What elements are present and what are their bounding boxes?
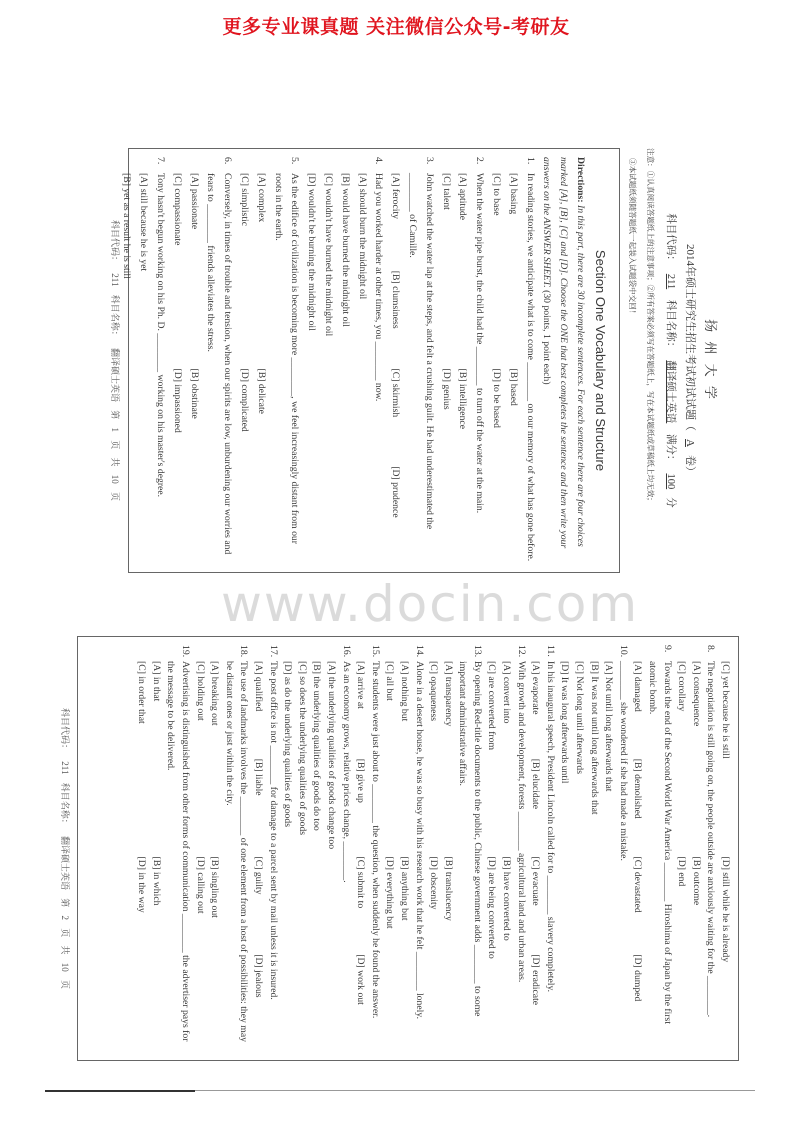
- answer-option: [C] compassionate: [171, 173, 183, 246]
- question-text: In his inaugural speech, President Lincoln called for to ________ slavery completely.: [544, 661, 556, 993]
- question-stem: [221, 645, 250, 1052]
- answer-options: [235, 157, 269, 564]
- answer-option: [D] It was long afterwards until: [559, 661, 571, 784]
- question: [557, 645, 630, 1052]
- question-box: [121, 148, 620, 573]
- answer-option: [B] would have burned the midnight oil: [339, 173, 351, 327]
- divider: [45, 1090, 195, 1092]
- answer-option: [C] skirmish: [390, 368, 402, 418]
- answer-option: [D] prudence: [390, 466, 402, 518]
- answer-option: [C] so does the underlying qualities of goods: [296, 661, 308, 836]
- answer-option: [C] opaqueness: [428, 661, 440, 721]
- question: [437, 157, 487, 564]
- answer-option: [D] impassioned: [171, 368, 183, 433]
- answer-option: [A] damaged: [632, 661, 644, 712]
- question: [382, 645, 426, 1052]
- question-stem: [163, 645, 192, 1052]
- answer-option: [A] in that: [150, 661, 162, 702]
- question-stem: [644, 645, 673, 1052]
- question-number: 5.: [289, 157, 301, 165]
- answer-options: [437, 157, 471, 564]
- question-stem: [151, 157, 168, 564]
- answer-option: [A] transparency: [442, 661, 454, 727]
- answer-option: [A] aptitude: [457, 173, 469, 221]
- question: [280, 645, 353, 1052]
- subject-line: [663, 148, 677, 573]
- question: [674, 645, 718, 1052]
- directions-points: (30 points, 1 point each): [541, 290, 553, 385]
- answer-option: [B] singling out: [209, 856, 221, 918]
- exam-page-1: [104, 148, 724, 573]
- question-text: With growth and development, forests ________ agricultural land and urban areas.: [515, 661, 527, 983]
- score-label: 满分：: [665, 433, 676, 466]
- question: [134, 645, 192, 1052]
- question-text: When the water pipe burst, the child had the ________ to turn off the water at the main.: [474, 173, 486, 514]
- question-text: John watched the water lap at the steps, and felt a crushing guilt. He had underestimated the ________ of Camille.: [407, 173, 435, 530]
- answer-option: [B] intelligence: [457, 368, 469, 430]
- question-text: Alone in a desert house, he was so busy with his research work that he felt ________ lonely.: [413, 661, 425, 1019]
- answer-option: [B] elucidate: [530, 758, 542, 810]
- answer-option: [B] obstinate: [188, 368, 200, 419]
- question-text: The students were just about to ________ the question, when suddenly he found the answer.: [369, 661, 381, 1019]
- answer-option: [B] have converted to: [501, 856, 513, 941]
- answer-option: [D] wouldn't be burning the midnight oil: [306, 173, 318, 331]
- full-score: 100: [665, 473, 676, 490]
- question-stem: [269, 157, 303, 564]
- answer-option: [A] qualified: [253, 661, 264, 712]
- question: [192, 645, 250, 1052]
- question-stem: [370, 157, 387, 564]
- answer-options: [118, 157, 152, 564]
- question-stem: [542, 645, 557, 1052]
- question-text: Had you worked harder at other times, you ________ now.: [373, 173, 385, 402]
- answer-option: [B] liable: [253, 758, 264, 796]
- answer-options: [487, 157, 521, 564]
- question-stem: [265, 645, 280, 1052]
- answer-option: [B] clumsiness: [390, 270, 402, 329]
- question-stem: [615, 645, 630, 1052]
- answer-option: [D] are being converted to: [486, 856, 498, 959]
- answer-option: [C] are converted from: [486, 661, 498, 751]
- notice-1: 注意：①认真阅读答题纸上的注意事项；②所有答案必须写在答题纸上，写在本试题纸或草稿纸上均无效；: [646, 148, 655, 505]
- answer-option: [B] in which: [150, 856, 162, 906]
- answer-option: [A] should burn the midnight oil: [356, 173, 368, 300]
- code-label: 科目代码：: [665, 213, 676, 266]
- answer-option: [C] evacuate: [530, 856, 542, 906]
- answer-option: [A] arrive at: [355, 661, 367, 709]
- question-list: [134, 645, 718, 1052]
- question-stem: [367, 645, 382, 1052]
- section-title: Section One Vocabulary and Structure: [593, 249, 608, 472]
- question: [487, 157, 537, 564]
- answer-option: [A] consequence: [690, 661, 702, 727]
- question-number: 2.: [474, 157, 486, 165]
- question-text: In reading stories, we anticipate what is to come ________ on our memory of what has gone before.: [524, 173, 536, 562]
- question: [528, 645, 557, 1052]
- question-number: 16.: [340, 645, 352, 658]
- paper-version: A: [684, 439, 696, 447]
- question-stem: [513, 645, 528, 1052]
- subject-code: 211: [665, 273, 676, 290]
- question-number: 17.: [267, 645, 279, 658]
- question-text: By opening Red-title documents to the public, Chinese government adds ________ to some important administrative affairs.: [457, 661, 483, 1017]
- exam-title-text: 2014年硕士研究生招生考试初试试题（: [684, 244, 696, 432]
- question-text: ________ she wondered if she had made a mistake.: [617, 661, 629, 861]
- answer-option: [B] outcome: [690, 856, 702, 906]
- notice-2: ③本试题纸须随答题纸一起装入试题袋中交回！: [628, 158, 637, 318]
- page-footer: 科目代码： 211 科目名称： 翻译硕士英语 第 2 页 共 10 页: [60, 708, 70, 989]
- answer-options: [250, 645, 265, 1052]
- answer-option: [C] in order that: [136, 661, 148, 724]
- answer-option: [C] wouldn't have burned the midnight oil: [323, 173, 335, 337]
- answer-options: [674, 645, 703, 1052]
- university-name: 扬 州 大 学: [703, 319, 718, 402]
- answer-option: [C] simplistic: [239, 173, 251, 227]
- answer-options: [484, 645, 513, 1052]
- answer-option: [D] complicated: [239, 368, 251, 432]
- name-label: 科目名称：: [665, 299, 676, 353]
- answer-option: [B] demolished: [632, 758, 644, 819]
- question-number: 15.: [369, 645, 381, 658]
- answer-option: [D] obscenity: [428, 856, 440, 910]
- question-text: As an economy grows, relative prices change, ________.: [340, 661, 352, 883]
- answer-option: [C] all but: [384, 661, 396, 701]
- question-stem: [202, 157, 236, 564]
- answer-option: [D] dumped: [632, 954, 644, 1002]
- question-stem: [338, 645, 353, 1052]
- question: [250, 645, 279, 1052]
- answer-options: [557, 645, 615, 1052]
- answer-option: [D] calling out: [194, 856, 206, 914]
- answer-option: [B] based: [507, 368, 519, 406]
- answer-options: [353, 645, 368, 1052]
- question: [235, 157, 302, 564]
- answer-option: [A] complex: [255, 173, 267, 223]
- answer-option: [A] convert into: [501, 661, 513, 724]
- answer-option: [A] the underlying qualities of goods change too: [325, 661, 337, 850]
- question-number: 6.: [222, 157, 234, 165]
- question-box: [77, 636, 739, 1061]
- question-text: Conversely, in times of trouble and tension, when our spirits are low, unburdening our worries and fears to ________ friends alleviates the stress.: [205, 173, 234, 555]
- question-text: As the edifice of civilization is becoming more ________, we feel increasingly distant from our roots in the earth.: [272, 173, 301, 544]
- answer-option: [A] nothing but: [398, 661, 410, 722]
- question-number: 14.: [413, 645, 425, 658]
- question: [302, 157, 386, 564]
- directions: [538, 157, 588, 564]
- answer-option: [D] eradicate: [530, 954, 542, 1006]
- answer-option: [A] Not until long afterwards that: [603, 661, 615, 792]
- question: [168, 157, 235, 564]
- answer-option: [D] as do the underlying qualities of goods: [282, 661, 294, 828]
- question-number: 12.: [515, 645, 527, 658]
- answer-option: [B] delicate: [255, 368, 267, 414]
- answer-option: [C] talent: [440, 173, 452, 210]
- answer-options: [630, 645, 645, 1052]
- question: [353, 645, 382, 1052]
- answer-option: [D] jealous: [253, 954, 264, 998]
- directions-text: In this part, there are 30 incomplete sentences. For each sentence there are four choices marked [A], [B], [C] and [D]. Choose the ONE that best completes the sentence and then write your answers on the ANSWER SHEET.: [541, 157, 586, 549]
- question-stem: [703, 645, 718, 1052]
- question-number: 9.: [661, 645, 673, 653]
- question: [118, 157, 168, 564]
- continued-options: [717, 645, 732, 1052]
- answer-option: [D] to be based: [491, 368, 503, 428]
- answer-options: [386, 157, 403, 564]
- answer-options: [134, 645, 163, 1052]
- answer-option: [D] everything but: [384, 856, 396, 929]
- question-stem: [470, 157, 487, 564]
- question-text: The post office is not ________ for damage to a parcel sent by mail unless it is insured.: [267, 661, 279, 1000]
- question: [386, 157, 436, 564]
- question: [484, 645, 528, 1052]
- question-text: Advertising is distinguished from other forms of communication ________ the advertiser pays for the message to be delivered.: [165, 661, 192, 1042]
- question-number: 4.: [373, 157, 385, 165]
- question-number: 18.: [238, 645, 250, 658]
- score-unit: 分: [665, 497, 676, 508]
- watermark: www.docin.com: [220, 575, 640, 633]
- answer-option: [B] yet as a result he is still: [121, 173, 133, 279]
- answer-option: [C] Not long until afterwards: [574, 661, 586, 774]
- answer-option: [A] still because he is yet: [138, 173, 150, 272]
- answer-option: [C] holding out: [194, 661, 206, 721]
- answer-options: [302, 157, 369, 564]
- page-footer: 科目代码： 211 科目名称： 翻译硕士英语 第 1 页 共 10 页: [110, 220, 120, 501]
- question-number: 1.: [524, 157, 536, 165]
- subject-name: 翻译硕士英语: [665, 360, 676, 424]
- answer-options: [192, 645, 221, 1052]
- question-number: 13.: [471, 645, 483, 658]
- answer-options: [528, 645, 543, 1052]
- question-text: The negotiation is still going on, the people outside are anxiously waiting for the ________.: [705, 661, 717, 1018]
- answer-option: [C] submit to: [355, 856, 367, 909]
- answer-option: [A] passionate: [188, 173, 200, 230]
- question-number: 7.: [155, 157, 167, 165]
- exam-title: [683, 148, 697, 573]
- answer-option: [D] end: [676, 856, 688, 887]
- question-text: Towards the end of the Second World War America ________ Hiroshima of Japan by the first atomic bomb.: [647, 661, 673, 1025]
- question-stem: [521, 157, 538, 564]
- answer-option: [A] evaporate: [530, 661, 542, 715]
- answer-options: [382, 645, 411, 1052]
- exam-title-suffix: 卷）: [684, 454, 696, 477]
- question: [426, 645, 484, 1052]
- answer-option: [B] give up: [355, 758, 367, 803]
- question: [630, 645, 674, 1052]
- answer-option: [B] the underlying qualities of goods do too: [311, 661, 323, 831]
- question-stem: [411, 645, 426, 1052]
- directions-label: Directions:: [575, 157, 586, 203]
- answer-option: [B] translucency: [442, 856, 454, 921]
- question-number: 11.: [544, 645, 556, 657]
- answer-option: [A] breaking out: [209, 661, 221, 726]
- question-stem: [403, 157, 437, 564]
- answer-option: [C] to base: [491, 173, 503, 216]
- answer-option: [C] devastated: [632, 856, 644, 913]
- question-text: Tony hasn't begun working on his Ph. D. ________ working on his master's degree.: [155, 173, 167, 498]
- answer-option: [B] It was not until long afterwards that: [588, 661, 600, 815]
- question-number: 8.: [705, 645, 717, 653]
- answer-option: [C] yet because he is still: [720, 661, 731, 759]
- answer-option: [D] work out: [355, 954, 367, 1005]
- answer-options: [168, 157, 202, 564]
- promo-banner: 更多专业课真题 关注微信公众号-考研友: [222, 16, 570, 38]
- answer-option: [C] guilty: [253, 856, 264, 895]
- question-text: The use of landmarks involves the ________ of one element from a host of possibilities: they may be distant ones or just within the city.: [223, 661, 250, 1042]
- question-number: 19.: [180, 645, 192, 658]
- answer-options: [280, 645, 338, 1052]
- answer-option: [A] ferocity: [390, 173, 402, 219]
- question-number: 10.: [617, 645, 629, 658]
- answer-options: [426, 645, 455, 1052]
- answer-option: [D] in the way: [136, 856, 148, 913]
- question-list: [118, 157, 538, 564]
- answer-option: [D] still while he is already: [720, 856, 731, 963]
- answer-option: [C] corollary: [676, 661, 688, 712]
- exam-page-2: [55, 636, 745, 1061]
- answer-option: [A] basing: [507, 173, 519, 215]
- question-number: 3.: [423, 157, 435, 165]
- answer-option: [B] anything but: [398, 856, 410, 921]
- question-stem: [455, 645, 484, 1052]
- answer-option: [D] genius: [440, 368, 452, 410]
